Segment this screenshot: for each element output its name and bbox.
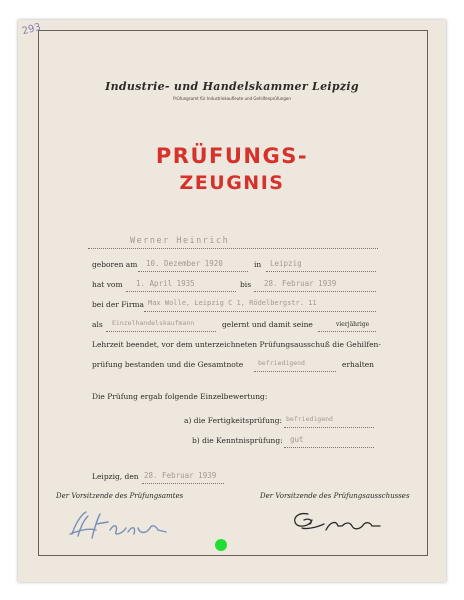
knowledge-label: b) die Kenntnisprüfung: bbox=[192, 436, 283, 445]
sentence-3-end: erhalten bbox=[342, 360, 375, 369]
born-label: geboren am bbox=[92, 260, 138, 269]
skills-label: a) die Fertigkeitsprüfung: bbox=[184, 416, 283, 425]
company-value: Max Wolle, Leipzig C 1, Rödelbergstr. 11 bbox=[148, 299, 317, 307]
issue-date: 28. Februar 1939 bbox=[144, 471, 217, 480]
chamber-name: Industrie- und Handelskammer Leipzig bbox=[105, 80, 359, 93]
company-label: bei der Firma bbox=[92, 300, 145, 309]
period-to-label: bis bbox=[240, 280, 252, 289]
period-from-label: hat vom bbox=[92, 280, 123, 289]
chamber-subtitle: Prüfungsamt für Industriekaufleute und Gehilfenprüfungen bbox=[173, 96, 291, 101]
marker-dot bbox=[215, 539, 227, 551]
trained-label: gelernt und damit seine bbox=[222, 320, 313, 329]
right-signature bbox=[284, 504, 394, 538]
evaluation-intro: Die Prüfung ergab folgende Einzelbewertung: bbox=[92, 392, 268, 401]
overall-grade: befriedigend bbox=[258, 359, 305, 367]
left-signature bbox=[66, 508, 176, 542]
skills-grade: befriedigend bbox=[286, 415, 333, 423]
place-label: Leipzig, den bbox=[92, 472, 139, 481]
as-label: als bbox=[92, 320, 103, 329]
period-to: 28. Februar 1939 bbox=[264, 279, 337, 288]
born-date: 10. Dezember 1920 bbox=[146, 259, 223, 268]
knowledge-grade: gut bbox=[290, 435, 304, 444]
right-signature-label: Der Vorsitzende des Prüfungsausschusses bbox=[260, 492, 410, 500]
period-from: 1. April 1935 bbox=[136, 279, 195, 288]
left-signature-label: Der Vorsitzende des Prüfungsamtes bbox=[56, 492, 184, 500]
sentence-3-start: prüfung bestanden und die Gesamtnote bbox=[92, 360, 244, 369]
title-line-2: ZEUGNIS bbox=[179, 172, 285, 194]
pencil-note: 293 bbox=[20, 21, 43, 38]
born-in-label: in bbox=[254, 260, 262, 269]
title-line-1: PRÜFUNGS- bbox=[155, 144, 309, 168]
certificate-sheet bbox=[18, 20, 446, 582]
born-place: Leipzig bbox=[270, 259, 302, 268]
name-value: Werner Heinrich bbox=[130, 236, 230, 246]
sentence-2: Lehrzeit beendet, vor dem unterzeichneten Prüfungsausschuß die Gehilfen- bbox=[92, 340, 381, 349]
years-value: vierjährige bbox=[336, 321, 370, 328]
occupation-value: Einzelhandelskaufmann bbox=[112, 319, 195, 327]
